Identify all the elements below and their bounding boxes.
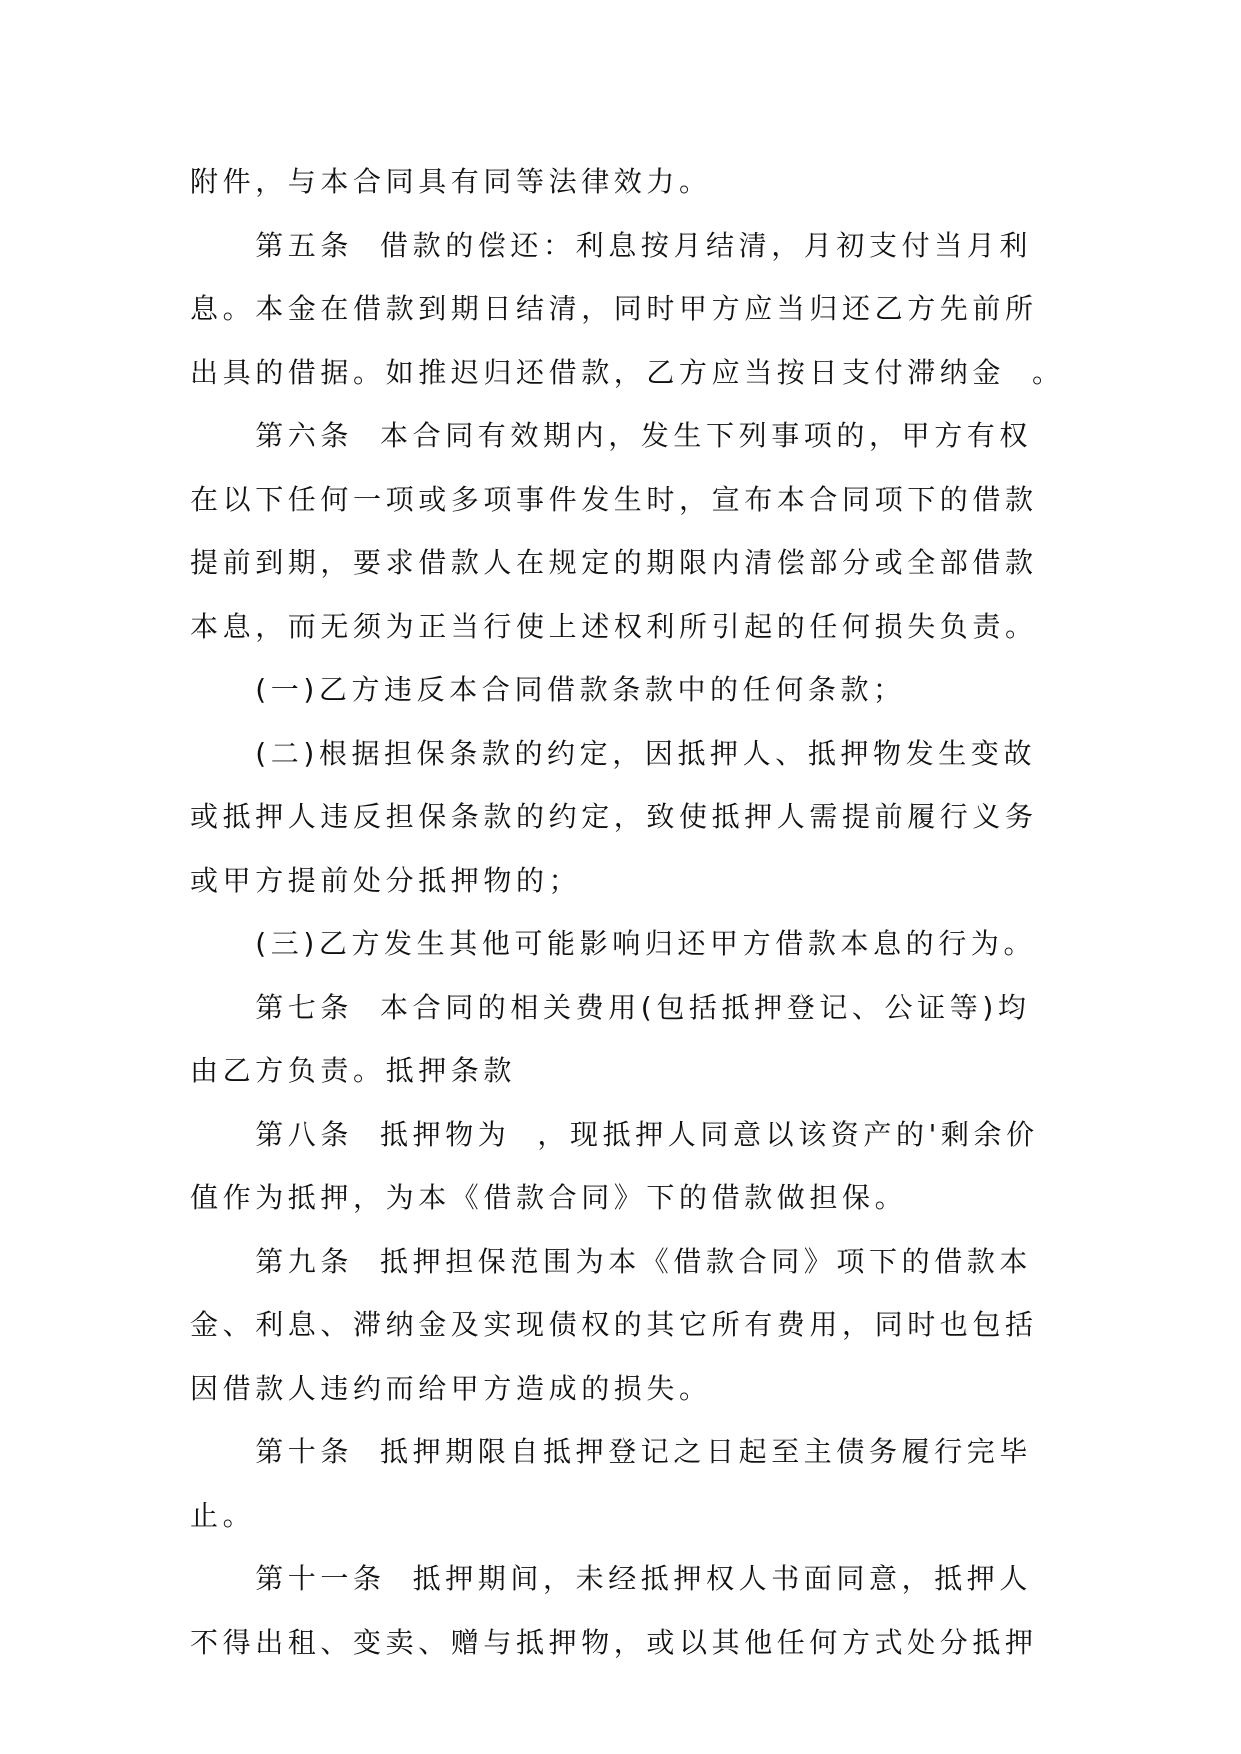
text-line: 在以下任何一项或多项事件发生时，宣布本合同项下的借款 bbox=[190, 482, 1038, 516]
text-line: 第五条 借款的偿还：利息按月结清，月初支付当月利 bbox=[190, 228, 1033, 262]
text-line: 金、利息、滞纳金及实现债权的其它所有费用，同时也包括 bbox=[190, 1308, 1038, 1341]
text-line: 息。本金在借款到期日结清，同时甲方应当归还乙方先前所 bbox=[190, 292, 1038, 325]
text-line: 第六条 本合同有效期内，发生下列事项的，甲方有权 bbox=[190, 419, 1033, 452]
text-line: 第八条 抵押物为 ，现抵押人同意以该资产的'剩余价 bbox=[190, 1117, 1039, 1151]
text-line: 第九条 抵押担保范围为本《借款合同》项下的借款本 bbox=[190, 1244, 1033, 1278]
text-line: 或抵押人违反担保条款的约定，致使抵押人需提前履行义务 bbox=[190, 800, 1038, 833]
text-line: 出具的借据。如推迟归还借款，乙方应当按日支付滞纳金 。 bbox=[190, 355, 1065, 389]
text-line: 止。 bbox=[190, 1498, 256, 1532]
text-line: 第十条 抵押期限自抵押登记之日起至主债务履行完毕 bbox=[190, 1435, 1033, 1468]
text-line: 值作为抵押，为本《借款合同》下的借款做担保。 bbox=[190, 1181, 908, 1214]
text-line: (一)乙方违反本合同借款条款中的任何条款； bbox=[190, 673, 906, 706]
text-line: 因借款人违约而给甲方造成的损失。 bbox=[190, 1371, 712, 1405]
text-line: 或甲方提前处分抵押物的； bbox=[190, 863, 582, 897]
text-line: (三)乙方发生其他可能影响归还甲方借款本息的行为。 bbox=[190, 927, 1037, 960]
text-line: (二)根据担保条款的约定，因抵押人、抵押物发生变故 bbox=[190, 736, 1037, 770]
text-line: 第十一条 抵押期间，未经抵押权人书面同意，抵押人 bbox=[190, 1562, 1033, 1595]
text-line: 由乙方负责。抵押条款 bbox=[190, 1054, 517, 1087]
text-line: 附件，与本合同具有同等法律效力。 bbox=[190, 165, 712, 198]
text-line: 本息，而无须为正当行使上述权利所引起的任何损失负责。 bbox=[190, 609, 1038, 643]
document-body bbox=[190, 150, 1070, 1674]
text-line: 第七条 本合同的相关费用(包括抵押登记、公证等)均 bbox=[190, 990, 1031, 1024]
text-line: 不得出租、变卖、赠与抵押物，或以其他任何方式处分抵押 bbox=[190, 1625, 1038, 1659]
text-line: 提前到期，要求借款人在规定的期限内清偿部分或全部借款 bbox=[190, 546, 1038, 579]
